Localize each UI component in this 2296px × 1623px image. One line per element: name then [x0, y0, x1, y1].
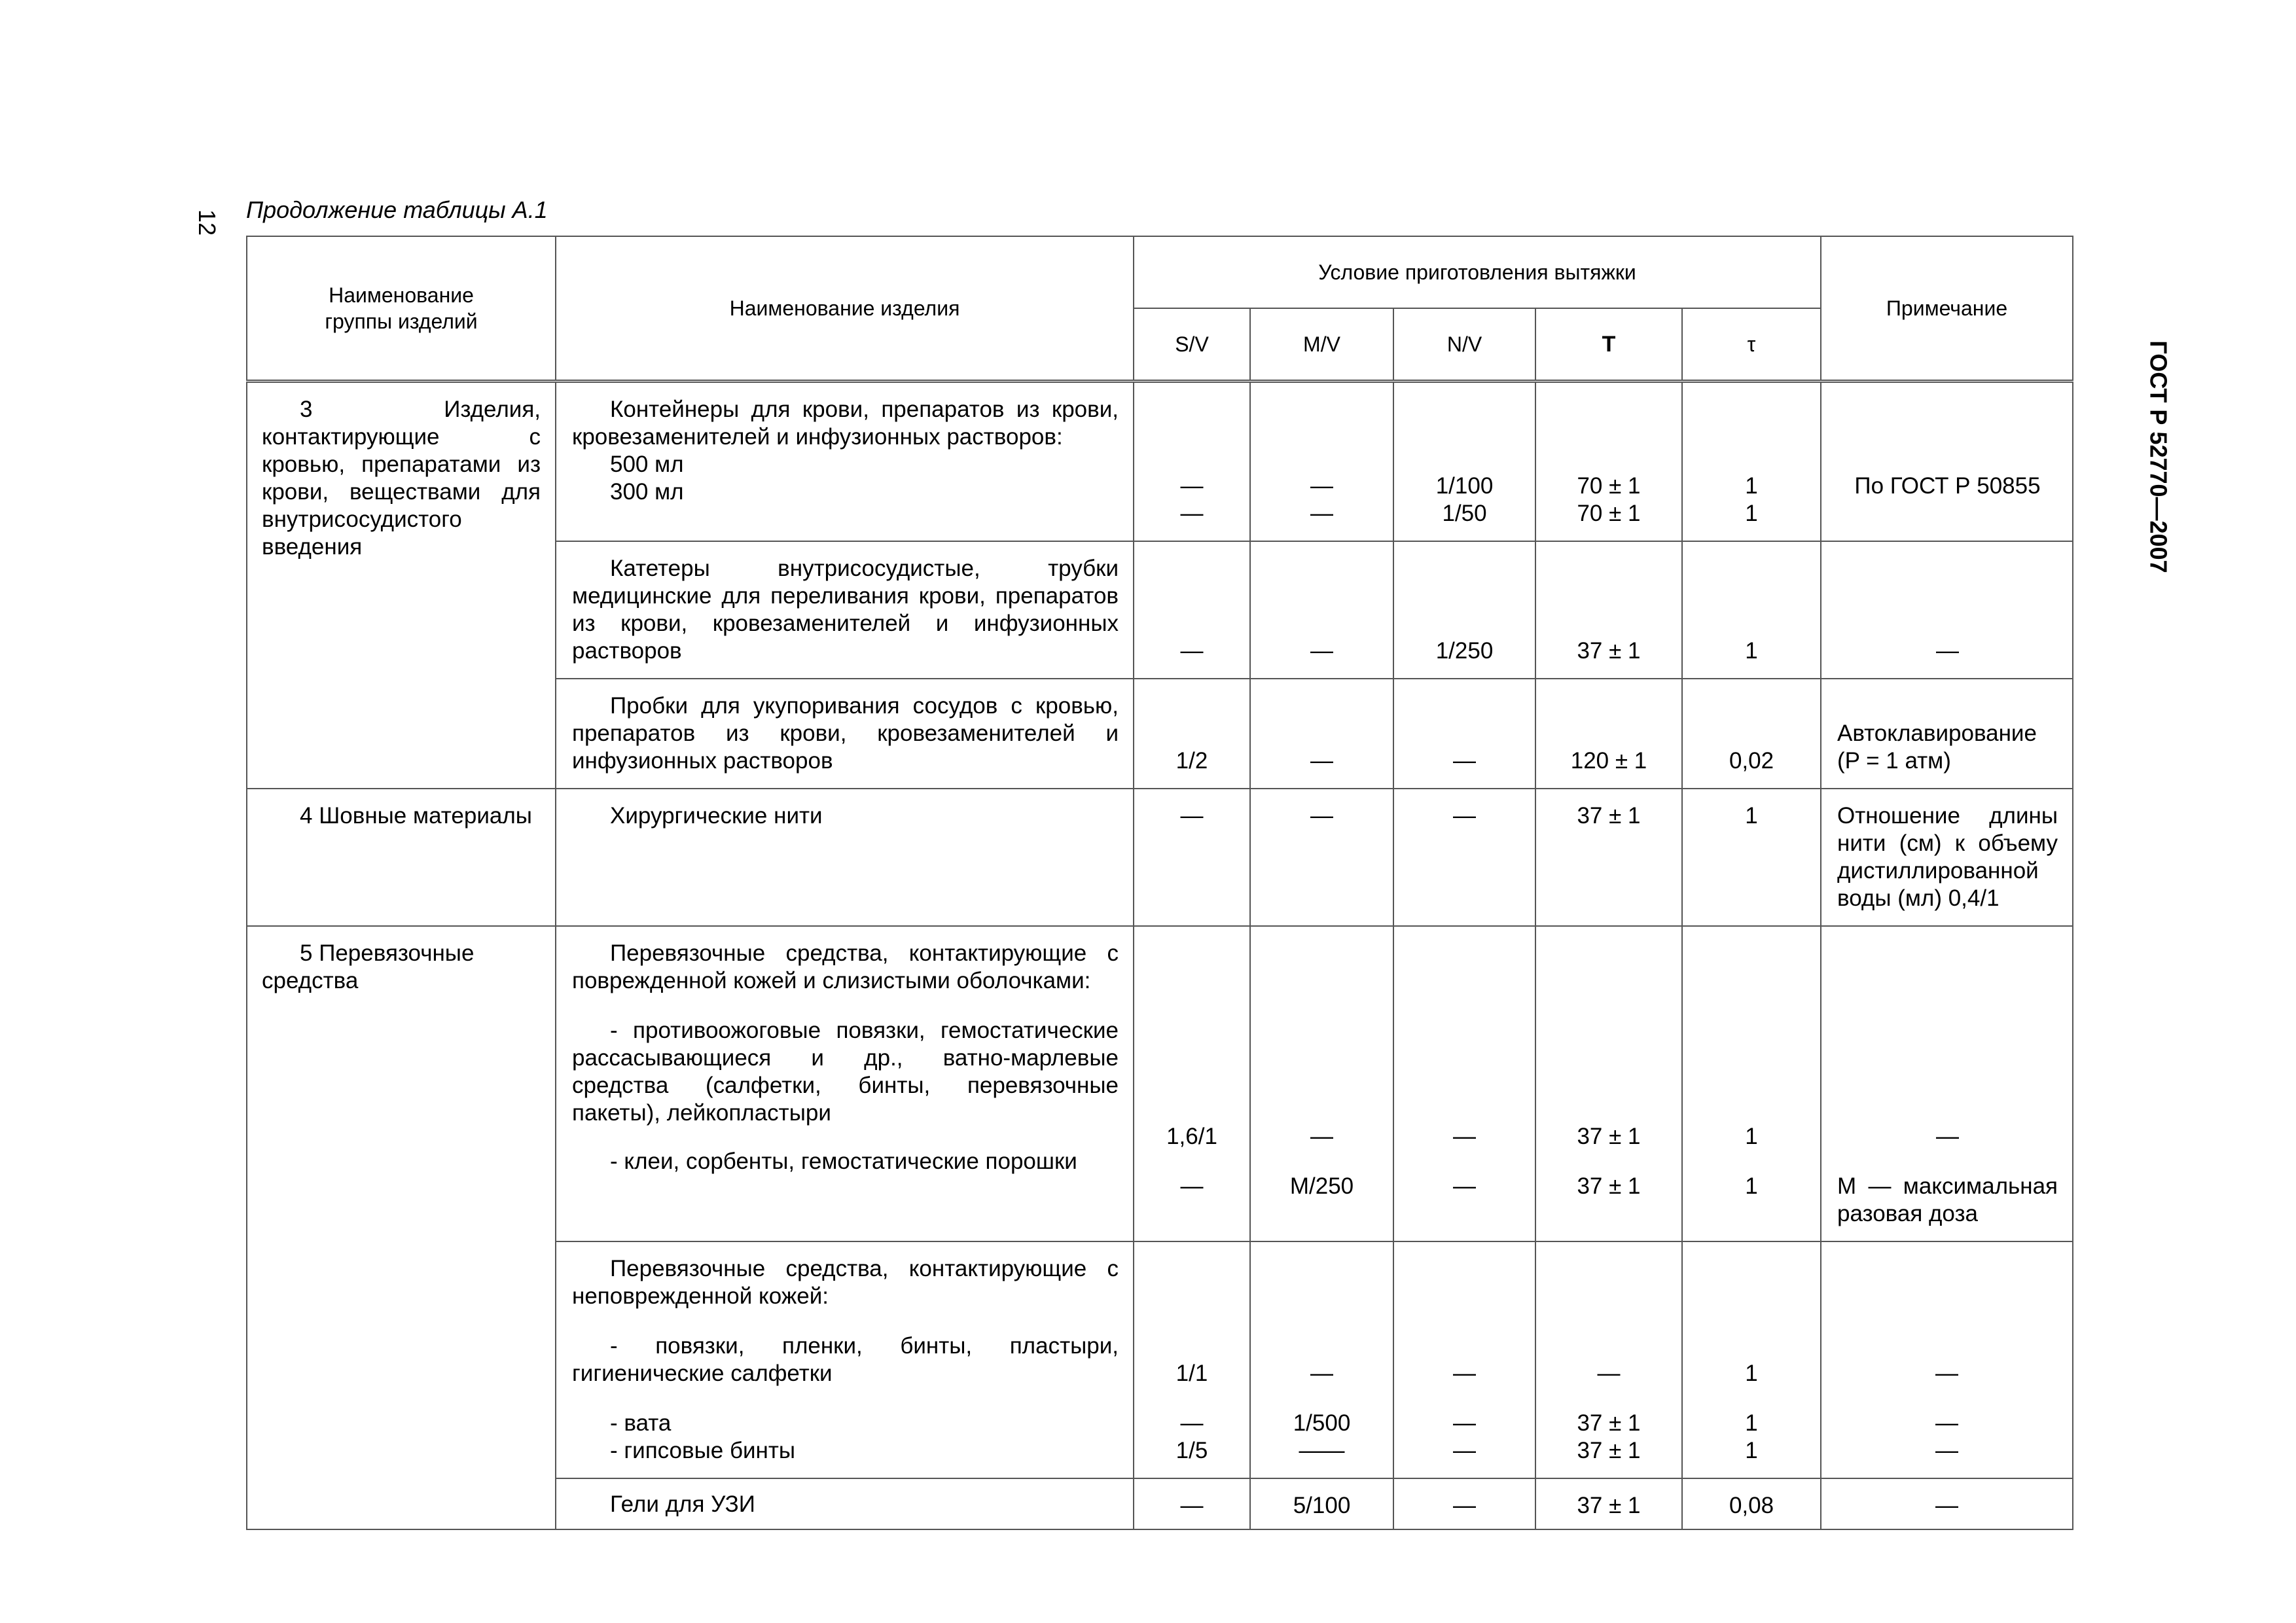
product-cell — [556, 382, 1134, 541]
header-mv: M/V — [1250, 308, 1393, 382]
product-subline: 300 мл — [610, 479, 684, 505]
header-t: T — [1535, 308, 1682, 382]
note-cell: — — — — [1821, 1241, 2073, 1478]
sv-cell: — — [1134, 789, 1250, 926]
product-item: - вата — [610, 1410, 672, 1436]
group-name-cell: 3 Изделия, контактирующие с кровью, препаратами из крови, веществами для внутрисосудистого введения — [247, 382, 556, 789]
product-cell: Пробки для укупоривания сосудов с кровью, препаратов из крови, кровезаменителей и инфузионных растворов — [556, 679, 1134, 789]
table-row — [247, 382, 2073, 541]
t-cell: 70 ± 1 70 ± 1 — [1535, 382, 1682, 541]
sv-cell: — — [1134, 1478, 1250, 1529]
sv-cell: — — — [1134, 382, 1250, 541]
header-extraction-conditions: Условие приготовления вытяжки — [1134, 236, 1821, 308]
group-name-cell: 5 Перевязочные средства — [247, 926, 556, 1529]
t-cell: 37 ± 1 37 ± 1 — [1535, 926, 1682, 1241]
product-cell: Перевязочные средства, контактирующие с поврежденной кожей и слизистыми оболочками: - противоожоговые повязки, гемостатические рассасывающиеся и др., ватно-марлевые средства (салфетки, бинты, перевязочные пакеты), лейкопластыри - клеи, сорбенты, гемостатические порошки — [556, 926, 1134, 1241]
header-group-name: Наименование группы изделий — [247, 236, 556, 382]
header-nv: N/V — [1393, 308, 1535, 382]
nv-cell: — — [1393, 679, 1535, 789]
header-product-name: Наименование изделия — [556, 236, 1134, 382]
table-row — [247, 789, 2073, 926]
product-cell: Перевязочные средства, контактирующие с неповрежденной кожей: - повязки, пленки, бинты, пластыри, гигиенические салфетки - вата - гипсовые бинты — [556, 1241, 1134, 1478]
header-note: Примечание — [1821, 236, 2073, 382]
t-cell: 120 ± 1 — [1535, 679, 1682, 789]
nv-cell: 1/100 1/50 — [1393, 382, 1535, 541]
t-cell: 37 ± 1 — [1535, 789, 1682, 926]
t-cell: — 37 ± 1 37 ± 1 — [1535, 1241, 1682, 1478]
t-cell: 37 ± 1 — [1535, 541, 1682, 679]
header-sv: S/V — [1134, 308, 1250, 382]
note-cell: — — [1821, 541, 2073, 679]
tau-cell: 1 1 1 — [1682, 1241, 1821, 1478]
note-cell: — — [1821, 1478, 2073, 1529]
product-subline: 500 мл — [610, 452, 684, 477]
group-name-cell: 4 Шовные материалы — [247, 789, 556, 926]
product-item: - повязки, пленки, бинты, пластыри, гигиенические салфетки — [572, 1332, 1119, 1386]
tau-cell: 1 1 — [1682, 382, 1821, 541]
page-number: 12 — [194, 209, 221, 236]
product-intro: Контейнеры для крови, препаратов из крови, кровезаменителей и инфузионных растворов: — [572, 397, 1119, 450]
note-cell: — M — максимальная разовая доза — [1821, 926, 2073, 1241]
nv-cell: — — — — [1393, 1241, 1535, 1478]
header-tau: τ — [1682, 308, 1821, 382]
tau-cell: 1 — [1682, 541, 1821, 679]
nv-cell: — — — [1393, 926, 1535, 1241]
tau-cell: 0,02 — [1682, 679, 1821, 789]
product-cell: Катетеры внутрисосудистые, трубки медицинские для переливания крови, препаратов из крови, кровезаменителей и инфузионных растворов — [556, 541, 1134, 679]
mv-cell: — — [1250, 789, 1393, 926]
nv-cell: — — [1393, 789, 1535, 926]
mv-cell: — M/250 — [1250, 926, 1393, 1241]
product-item: - гипсовые бинты — [610, 1437, 796, 1463]
table-row — [247, 926, 2073, 1241]
sv-cell: — — [1134, 541, 1250, 679]
mv-cell: — — — [1250, 382, 1393, 541]
sv-cell: 1/1 — 1/5 — [1134, 1241, 1250, 1478]
tau-cell: 1 1 — [1682, 926, 1821, 1241]
product-item: - противоожоговые повязки, гемостатические рассасывающиеся и др., ватно-марлевые средства (салфетки, бинты, перевязочные пакеты), лейкопластыри — [572, 1017, 1119, 1126]
note-cell: По ГОСТ Р 50855 — [1821, 382, 2073, 541]
table-continuation-caption: Продолжение таблицы А.1 — [246, 196, 548, 223]
document-code: ГОСТ Р 52770—2007 — [2145, 340, 2172, 573]
table-a1 — [246, 236, 2073, 1530]
t-cell: 37 ± 1 — [1535, 1478, 1682, 1529]
tau-cell: 0,08 — [1682, 1478, 1821, 1529]
mv-cell: — — [1250, 541, 1393, 679]
note-cell: Отношение длины нити (см) к объему дистиллированной воды (мл) 0,4/1 — [1821, 789, 2073, 926]
product-cell: Гели для УЗИ — [556, 1478, 1134, 1529]
nv-cell: — — [1393, 1478, 1535, 1529]
note-cell: Автоклавирование (P = 1 атм) — [1821, 679, 2073, 789]
nv-cell: 1/250 — [1393, 541, 1535, 679]
product-cell: Хирургические нити — [556, 789, 1134, 926]
mv-cell: — 1/500 —— — [1250, 1241, 1393, 1478]
product-item: - клеи, сорбенты, гемостатические порошки — [610, 1148, 1077, 1174]
mv-cell: 5/100 — [1250, 1478, 1393, 1529]
sv-cell: 1/2 — [1134, 679, 1250, 789]
tau-cell: 1 — [1682, 789, 1821, 926]
mv-cell: — — [1250, 679, 1393, 789]
sv-cell: 1,6/1 — — [1134, 926, 1250, 1241]
